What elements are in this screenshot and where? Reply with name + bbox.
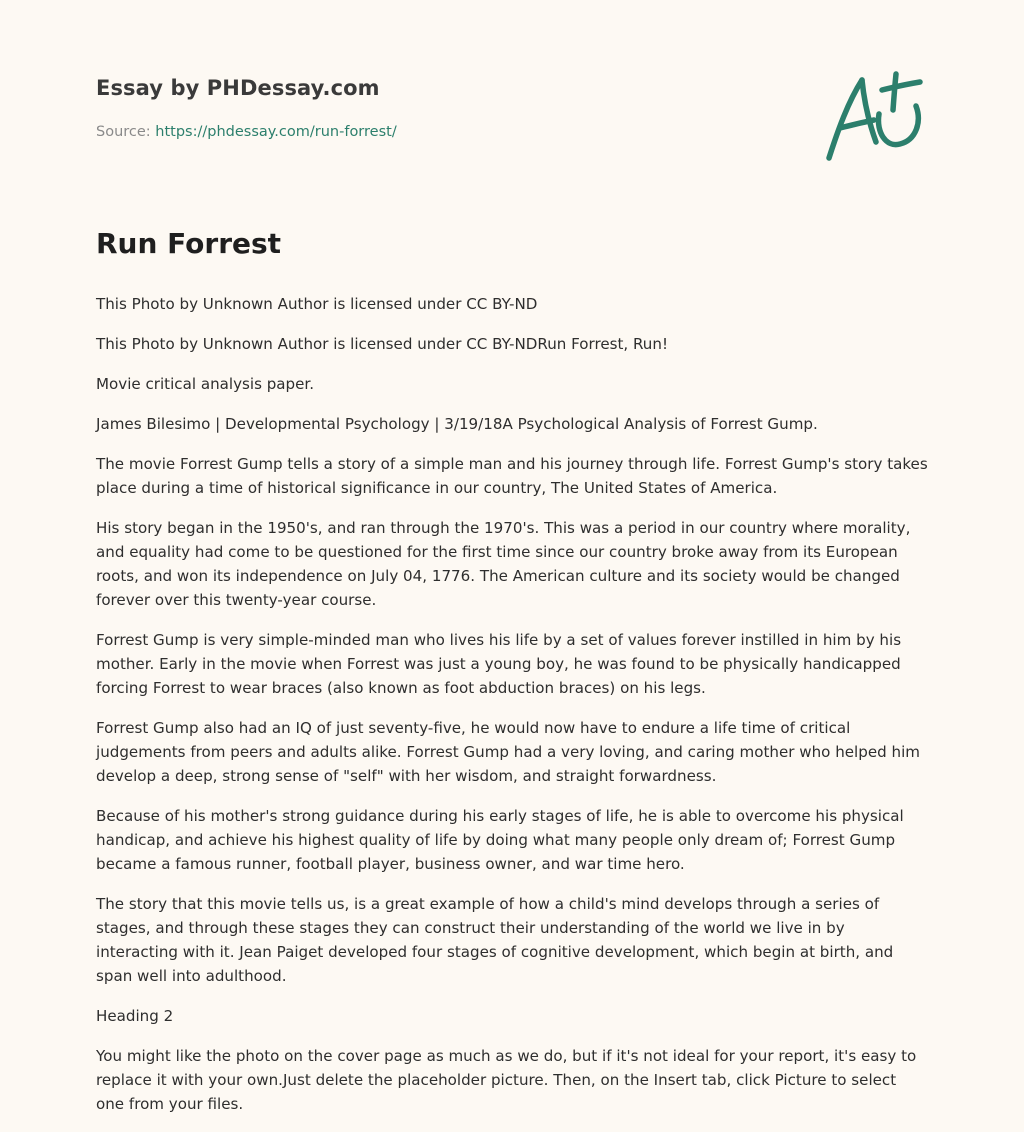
page-header (96, 70, 928, 180)
paragraph: James Bilesimo | Developmental Psychology | 3/19/18A Psychological Analysis of Forrest Gump. (96, 415, 818, 433)
essay-title: Run Forrest (96, 227, 282, 260)
paragraph: This Photo by Unknown Author is licensed under CC BY-ND (96, 295, 538, 313)
paragraph: Movie critical analysis paper. (96, 375, 315, 393)
site-title: Essay by PHDessay.com (96, 76, 380, 100)
subheading: Heading 2 (96, 1007, 174, 1025)
paragraph: His story began in the 1950's, and ran through the 1970's. This was a period in our country where morality, and equality had come to be questioned for the first time since our country broke away from its European roots, and won its independence on July 04, 1776. The American culture and its society would be changed forever over this twenty-year course. (96, 519, 911, 609)
source-link[interactable]: https://phdessay.com/run-forrest/ (155, 124, 397, 140)
paragraph: This Photo by Unknown Author is licensed under CC BY-NDRun Forrest, Run! (96, 335, 668, 353)
a-plus-logo-icon (824, 70, 926, 166)
source-line (96, 124, 397, 140)
paragraph: Because of his mother's strong guidance during his early stages of life, he is able to overcome his physical handicap, and achieve his highest quality of life by doing what many people only dream of; Forrest Gump became a famous runner, football player, business owner, and war time hero. (96, 807, 904, 873)
source-label: Source: (96, 124, 151, 140)
essay-article (96, 226, 928, 1132)
paragraph: The story that this movie tells us, is a great example of how a child's mind develops through a series of stages, and through these stages they can construct their understanding of the world we live in by interacting with it. Jean Paiget developed four stages of cognitive development, which begin at birth, and span well into adulthood. (96, 895, 894, 985)
paragraph: Forrest Gump also had an IQ of just seventy-five, he would now have to endure a life time of critical judgements from peers and adults alike. Forrest Gump had a very loving, and caring mother who helped him develop a deep, strong sense of "self" with her wisdom, and straight forwardness. (96, 719, 920, 785)
paragraph: You might like the photo on the cover page as much as we do, but if it's not ideal for your report, it's easy to replace it with your own.Just delete the placeholder picture. Then, on the Insert tab, click Picture to select one from your files. (96, 1047, 917, 1113)
paragraph: Forrest Gump is very simple-minded man who lives his life by a set of values forever instilled in him by his mother. Early in the movie when Forrest was just a young boy, he was found to be physically handicapped forcing Forrest to wear braces (also known as foot abduction braces) on his legs. (96, 631, 902, 697)
paragraph: The movie Forrest Gump tells a story of a simple man and his journey through life. Forrest Gump's story takes place during a time of historical significance in our country, The United States of America. (96, 455, 928, 497)
